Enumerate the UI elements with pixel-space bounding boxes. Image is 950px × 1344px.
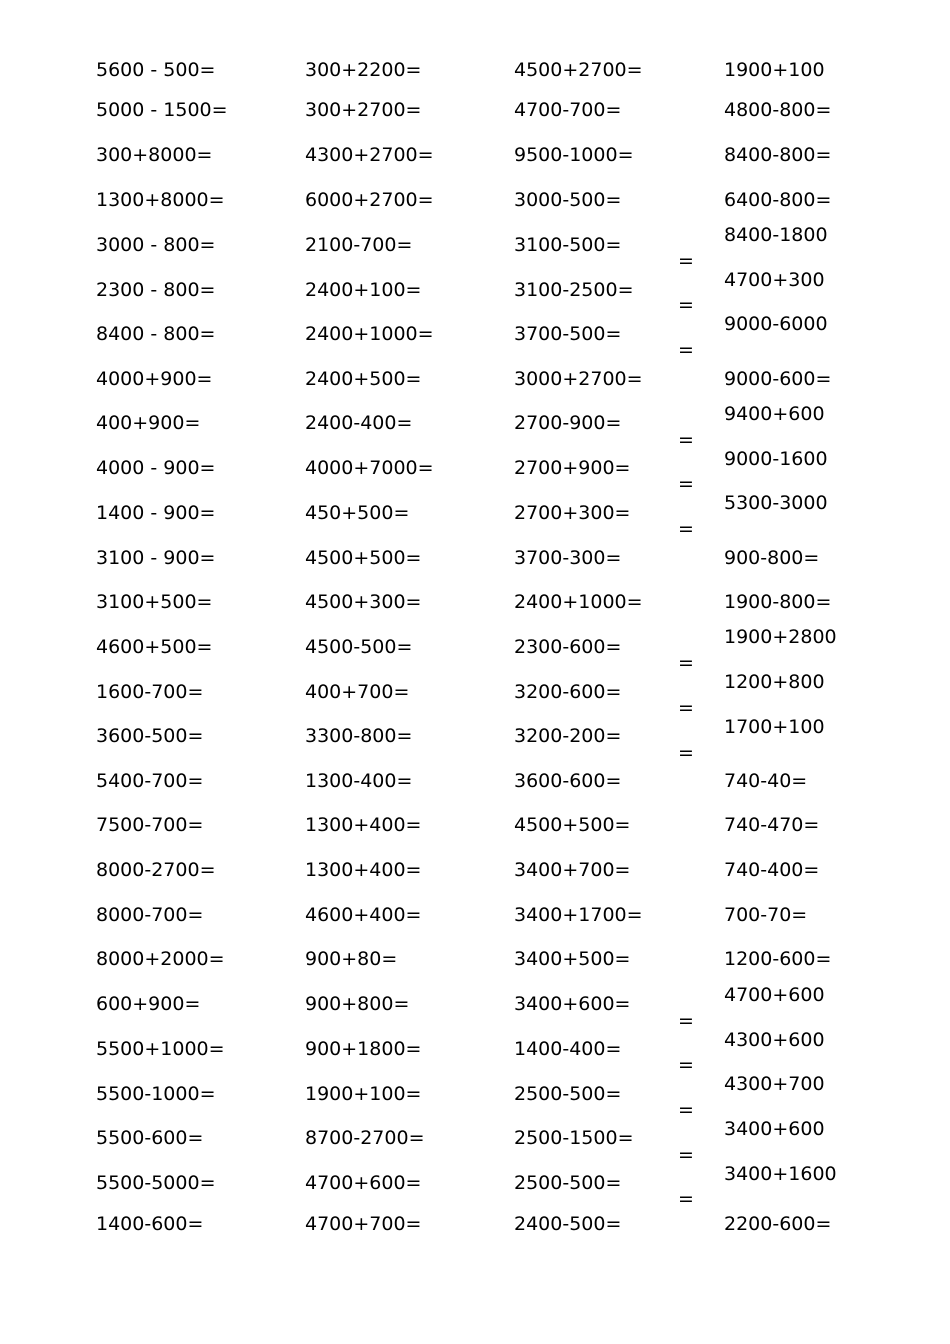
equation-r7-c2: 2400+1000= (305, 323, 434, 345)
equation-r13-c2: 4500+300= (305, 591, 422, 613)
equals-mark: = (678, 1010, 694, 1032)
equation-r8-c2: 2400+500= (305, 368, 422, 390)
equation-r7-c1: 8400 - 800= (96, 323, 216, 345)
equation-r21-c1: 8000+2000= (96, 948, 225, 970)
equation-r19-c2: 1300+400= (305, 859, 422, 881)
equation-r3-c4: 8400-800= (724, 144, 832, 166)
equation-r13-c4: 1900-800= (724, 591, 832, 613)
equation-r1-c4: 1900+100 (724, 59, 825, 81)
equation-r16-c2: 3300-800= (305, 725, 413, 747)
equation-r21-c4: 1200-600= (724, 948, 832, 970)
equation-r9-c4: 9400+600 (724, 403, 825, 425)
equation-r5-c2: 2100-700= (305, 234, 413, 256)
equation-r26-c3: 2500-500= (514, 1172, 622, 1194)
equation-r14-c2: 4500-500= (305, 636, 413, 658)
equation-r14-c3: 2300-600= (514, 636, 622, 658)
equation-r4-c4: 6400-800= (724, 189, 832, 211)
equation-r2-c2: 300+2700= (305, 99, 422, 121)
equation-r20-c2: 4600+400= (305, 904, 422, 926)
equation-r15-c1: 1600-700= (96, 681, 204, 703)
equation-r9-c2: 2400-400= (305, 412, 413, 434)
equation-r8-c4: 9000-600= (724, 368, 832, 390)
equation-r11-c3: 2700+300= (514, 502, 631, 524)
equation-r20-c4: 700-70= (724, 904, 808, 926)
equation-r27-c3: 2400-500= (514, 1213, 622, 1235)
equation-r20-c1: 8000-700= (96, 904, 204, 926)
equals-mark: = (678, 518, 694, 540)
equals-mark: = (678, 652, 694, 674)
equation-r12-c2: 4500+500= (305, 547, 422, 569)
equation-r26-c4: 3400+1600 (724, 1163, 837, 1185)
equation-r11-c1: 1400 - 900= (96, 502, 216, 524)
equation-r26-c2: 4700+600= (305, 1172, 422, 1194)
equation-r17-c3: 3600-600= (514, 770, 622, 792)
equation-r1-c2: 300+2200= (305, 59, 422, 81)
equation-r3-c1: 300+8000= (96, 144, 213, 166)
equation-r16-c1: 3600-500= (96, 725, 204, 747)
equation-r19-c3: 3400+700= (514, 859, 631, 881)
equation-r10-c2: 4000+7000= (305, 457, 434, 479)
equation-r17-c1: 5400-700= (96, 770, 204, 792)
equation-r18-c4: 740-470= (724, 814, 820, 836)
equals-mark: = (678, 1099, 694, 1121)
equation-r3-c3: 9500-1000= (514, 144, 634, 166)
equation-r27-c1: 1400-600= (96, 1213, 204, 1235)
equation-r25-c2: 8700-2700= (305, 1127, 425, 1149)
equation-r3-c2: 4300+2700= (305, 144, 434, 166)
equation-r19-c4: 740-400= (724, 859, 820, 881)
equation-r20-c3: 3400+1700= (514, 904, 643, 926)
equation-r27-c4: 2200-600= (724, 1213, 832, 1235)
equals-mark: = (678, 1144, 694, 1166)
equation-r24-c4: 4300+700 (724, 1073, 825, 1095)
equation-r5-c4: 8400-1800 (724, 224, 828, 246)
equation-r12-c3: 3700-300= (514, 547, 622, 569)
equation-r10-c3: 2700+900= (514, 457, 631, 479)
equation-r27-c2: 4700+700= (305, 1213, 422, 1235)
equation-r22-c4: 4700+600 (724, 984, 825, 1006)
equation-r19-c1: 8000-2700= (96, 859, 216, 881)
equals-mark: = (678, 250, 694, 272)
equals-mark: = (678, 697, 694, 719)
equation-r9-c1: 400+900= (96, 412, 201, 434)
equals-mark: = (678, 1188, 694, 1210)
equation-r24-c2: 1900+100= (305, 1083, 422, 1105)
equation-r22-c3: 3400+600= (514, 993, 631, 1015)
equation-r10-c1: 4000 - 900= (96, 457, 216, 479)
equation-r25-c1: 5500-600= (96, 1127, 204, 1149)
equation-r14-c1: 4600+500= (96, 636, 213, 658)
equation-r9-c3: 2700-900= (514, 412, 622, 434)
equation-r12-c4: 900-800= (724, 547, 820, 569)
equation-r6-c2: 2400+100= (305, 279, 422, 301)
equation-r23-c1: 5500+1000= (96, 1038, 225, 1060)
equation-r6-c1: 2300 - 800= (96, 279, 216, 301)
equation-r22-c2: 900+800= (305, 993, 410, 1015)
equation-r24-c1: 5500-1000= (96, 1083, 216, 1105)
equation-r11-c4: 5300-3000 (724, 492, 828, 514)
equation-r16-c3: 3200-200= (514, 725, 622, 747)
equation-r6-c3: 3100-2500= (514, 279, 634, 301)
equals-mark: = (678, 339, 694, 361)
equation-r5-c1: 3000 - 800= (96, 234, 216, 256)
equation-r23-c2: 900+1800= (305, 1038, 422, 1060)
equation-r1-c1: 5600 - 500= (96, 59, 216, 81)
equation-r24-c3: 2500-500= (514, 1083, 622, 1105)
equation-r8-c1: 4000+900= (96, 368, 213, 390)
equation-r12-c1: 3100 - 900= (96, 547, 216, 569)
equation-r2-c1: 5000 - 1500= (96, 99, 228, 121)
equation-r14-c4: 1900+2800 (724, 626, 837, 648)
equation-r2-c4: 4800-800= (724, 99, 832, 121)
equation-r23-c4: 4300+600 (724, 1029, 825, 1051)
equals-mark: = (678, 742, 694, 764)
equation-r4-c3: 3000-500= (514, 189, 622, 211)
equation-r18-c3: 4500+500= (514, 814, 631, 836)
equals-mark: = (678, 473, 694, 495)
equals-mark: = (678, 1054, 694, 1076)
equals-mark: = (678, 294, 694, 316)
equation-r21-c3: 3400+500= (514, 948, 631, 970)
equation-r15-c4: 1200+800 (724, 671, 825, 693)
equation-r26-c1: 5500-5000= (96, 1172, 216, 1194)
equation-r4-c1: 1300+8000= (96, 189, 225, 211)
equation-r17-c4: 740-40= (724, 770, 808, 792)
equation-r13-c3: 2400+1000= (514, 591, 643, 613)
equation-r21-c2: 900+80= (305, 948, 398, 970)
equation-r15-c2: 400+700= (305, 681, 410, 703)
equation-r2-c3: 4700-700= (514, 99, 622, 121)
equation-r1-c3: 4500+2700= (514, 59, 643, 81)
equation-r4-c2: 6000+2700= (305, 189, 434, 211)
equals-mark: = (678, 429, 694, 451)
equation-r15-c3: 3200-600= (514, 681, 622, 703)
equation-r17-c2: 1300-400= (305, 770, 413, 792)
equation-r18-c1: 7500-700= (96, 814, 204, 836)
equation-r11-c2: 450+500= (305, 502, 410, 524)
equation-r5-c3: 3100-500= (514, 234, 622, 256)
equation-r8-c3: 3000+2700= (514, 368, 643, 390)
equation-r7-c4: 9000-6000 (724, 313, 828, 335)
equation-r16-c4: 1700+100 (724, 716, 825, 738)
equation-r10-c4: 9000-1600 (724, 448, 828, 470)
equation-r23-c3: 1400-400= (514, 1038, 622, 1060)
equation-r18-c2: 1300+400= (305, 814, 422, 836)
equation-r25-c4: 3400+600 (724, 1118, 825, 1140)
equation-r6-c4: 4700+300 (724, 269, 825, 291)
equation-r13-c1: 3100+500= (96, 591, 213, 613)
equation-r25-c3: 2500-1500= (514, 1127, 634, 1149)
equation-r22-c1: 600+900= (96, 993, 201, 1015)
equation-r7-c3: 3700-500= (514, 323, 622, 345)
